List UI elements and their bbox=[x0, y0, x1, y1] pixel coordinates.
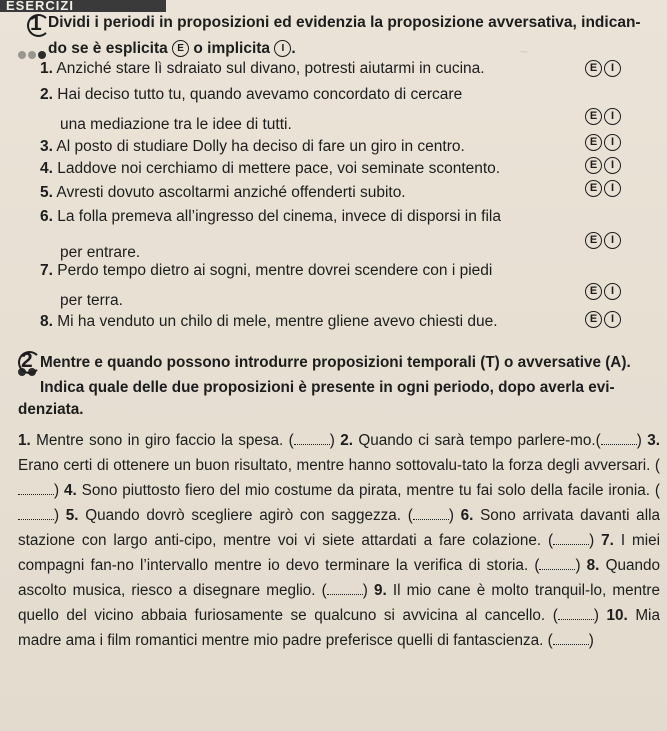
ex1-item-3: 3. Al posto di studiare Dolly ha deciso di fare un giro in centro. bbox=[40, 138, 465, 155]
i-choice-icon[interactable]: I bbox=[604, 283, 621, 300]
i-choice-icon[interactable]: I bbox=[604, 180, 621, 197]
i-choice-icon[interactable]: I bbox=[604, 108, 621, 125]
e-choice-icon[interactable]: E bbox=[585, 108, 602, 125]
ex1-item-7: 7. Perdo tempo dietro ai sogni, mentre dovrei scendere con i piedi bbox=[40, 262, 493, 279]
ex1-item-4: 4. Laddove noi cerchiamo di mettere pace, voi seminate scontento. bbox=[40, 160, 501, 177]
ex1-item-2-continuation: una mediazione tra le idee di tutti. bbox=[60, 116, 292, 133]
answer-blank[interactable] bbox=[553, 530, 589, 545]
ex1-item-6: 6. La folla premeva all’ingresso del cinema, invece di disporsi in fila bbox=[40, 208, 501, 225]
exercise-2-items: 1. Mentre sono in giro faccio la spesa. ( ) 2. Quando ci sarà tempo parlere-mo.( ) 3. Erano certi di ottenere un buon risultato, mentre hanno sottovalu-tato la forza degli avversari. () 4. Sono piuttosto fiero del mio costume da pirata, mentre tu fai solo della facile ironia. () 5. Quando dovrò scegliere agirò con saggezza. ( ) 6. Sono arrivata davanti alla stazione con largo anti-cipo, mentre voi vi siete attardati a fare colazione. ( ) 7. I miei compagni fan-no l’intervallo mentre io devo terminare la verifica di storia. ( ) 8. Quando ascolto musica, riesco a disegnare meglio. ( ) 9. Il mio cane è molto tranquil-lo, mentre quello del vicino abbaia furiosamente se qualcuno si avvicina al cancello. ( ) 10. Mia madre ama i film romantici mentre mio padre preferisce quelli di fantascienza. ( ) bbox=[18, 432, 661, 649]
exercise-1-instruction-line2: do se è esplicita E o implicita I . bbox=[48, 40, 296, 57]
i-choice-icon[interactable]: I bbox=[604, 232, 621, 249]
exercise-2-instruction-line2: Indica quale delle due proposizioni è presente in ogni periodo, dopo averla evi- bbox=[40, 379, 615, 396]
e-choice-icon[interactable]: E bbox=[585, 283, 602, 300]
exercise-2-instruction-line1: Mentre e quando possono introdurre proposizioni temporali (T) o avversative (A). bbox=[40, 354, 631, 371]
ex1-item-3-choices[interactable] bbox=[585, 134, 621, 151]
ex1-item-2: 2. Hai deciso tutto tu, quando avevamo concordato di cercare bbox=[40, 86, 463, 103]
e-choice-icon[interactable]: E bbox=[585, 60, 602, 77]
answer-blank[interactable] bbox=[553, 630, 589, 645]
answer-blank[interactable] bbox=[18, 480, 54, 495]
exercise-2-number: 2 bbox=[21, 349, 33, 372]
ex1-item-2-choices[interactable] bbox=[585, 108, 621, 125]
instruction-implicit-text: o implicita bbox=[193, 40, 271, 57]
ex1-item-6-choices[interactable] bbox=[585, 232, 621, 249]
instruction-explicit-text: do se è esplicita bbox=[48, 40, 168, 57]
e-choice-icon[interactable]: E bbox=[585, 180, 602, 197]
i-choice-icon[interactable]: I bbox=[604, 311, 621, 328]
exercise-2-instruction-line3: denziata. bbox=[18, 401, 84, 418]
i-choice-icon[interactable]: I bbox=[604, 157, 621, 174]
ex1-item-7-choices[interactable] bbox=[585, 283, 621, 300]
implicit-marker-icon: I bbox=[274, 40, 291, 57]
answer-blank[interactable] bbox=[558, 605, 594, 620]
i-choice-icon[interactable]: I bbox=[604, 134, 621, 151]
ex1-item-5-choices[interactable] bbox=[585, 180, 621, 197]
ex1-item-1-choices[interactable] bbox=[585, 60, 621, 77]
section-header: ESERCIZI bbox=[0, 0, 166, 12]
e-choice-icon[interactable]: E bbox=[585, 311, 602, 328]
answer-blank[interactable] bbox=[601, 430, 637, 445]
e-choice-icon[interactable]: E bbox=[585, 134, 602, 151]
answer-blank[interactable] bbox=[294, 430, 330, 445]
ex1-item-7-continuation: per terra. bbox=[60, 292, 123, 309]
ex1-item-4-choices[interactable] bbox=[585, 157, 621, 174]
exercise-1-instruction-line1: Dividi i periodi in proposizioni ed evidenzia la proposizione avversativa, indican- bbox=[48, 14, 641, 31]
e-choice-icon[interactable]: E bbox=[585, 157, 602, 174]
i-choice-icon[interactable]: I bbox=[604, 60, 621, 77]
bleed-through-text: ~ bbox=[520, 44, 528, 59]
ex1-item-8-choices[interactable] bbox=[585, 311, 621, 328]
difficulty-dots bbox=[18, 51, 46, 59]
ex1-item-1: 1. Anziché stare lì sdraiato sul divano, potresti aiutarmi in cucina. bbox=[40, 60, 485, 77]
explicit-marker-icon: E bbox=[172, 40, 189, 57]
e-choice-icon[interactable]: E bbox=[585, 232, 602, 249]
ex1-item-5: 5. Avresti dovuto ascoltarmi anziché offenderti subito. bbox=[40, 184, 406, 201]
answer-blank[interactable] bbox=[539, 555, 575, 570]
ex1-item-6-continuation: per entrare. bbox=[60, 244, 141, 261]
ex1-item-8: 8. Mi ha venduto un chilo di mele, mentre gliene avevo chiesti due. bbox=[40, 313, 498, 330]
answer-blank[interactable] bbox=[327, 580, 363, 595]
answer-blank[interactable] bbox=[413, 505, 449, 520]
exercise-1-number: 1 bbox=[30, 12, 42, 35]
answer-blank[interactable] bbox=[18, 505, 54, 520]
